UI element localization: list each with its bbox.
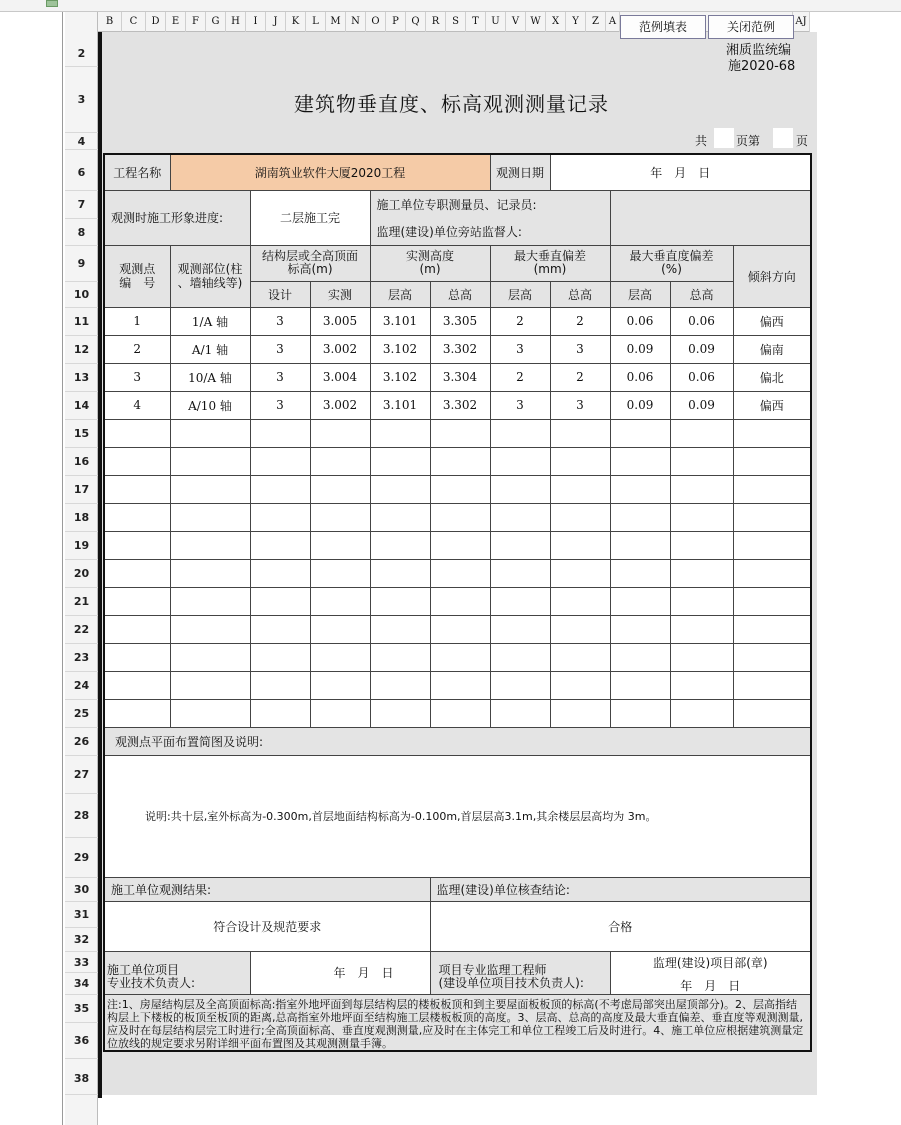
row-number[interactable]: 30 xyxy=(65,878,98,902)
cell-floor-dev[interactable]: 3 xyxy=(490,335,550,363)
row-number[interactable]: 20 xyxy=(65,560,98,588)
form-left-border xyxy=(98,32,102,1098)
cell-actual[interactable]: 3.002 xyxy=(310,391,370,419)
row-number[interactable]: 36 xyxy=(65,1023,98,1059)
empty-cell[interactable] xyxy=(170,699,250,727)
empty-row xyxy=(104,559,811,587)
page-total-label: 共 xyxy=(695,134,708,148)
surveyor-label: 施工单位专职测量员、记录员: xyxy=(370,190,610,218)
empty-cell[interactable] xyxy=(170,503,250,531)
cell-total-height[interactable]: 3.304 xyxy=(430,363,490,391)
empty-cell[interactable] xyxy=(610,503,670,531)
cell-total-dev[interactable]: 3 xyxy=(550,335,610,363)
page-unit-label: 页第 xyxy=(736,134,761,148)
empty-row xyxy=(104,503,811,531)
column-letter[interactable]: I xyxy=(246,12,266,32)
empty-cell[interactable] xyxy=(250,671,310,699)
row-number[interactable]: 15 xyxy=(65,420,98,448)
contractor-sign-date[interactable]: 年 月 日 xyxy=(250,951,430,994)
empty-cell[interactable] xyxy=(310,447,370,475)
row-number[interactable]: 12 xyxy=(65,336,98,364)
row-number[interactable]: 29 xyxy=(65,838,98,878)
cell-direction[interactable]: 偏南 xyxy=(733,335,811,363)
empty-cell[interactable] xyxy=(370,643,430,671)
cell-total-height[interactable]: 3.305 xyxy=(430,307,490,335)
cell-direction[interactable]: 偏西 xyxy=(733,391,811,419)
empty-cell[interactable] xyxy=(170,447,250,475)
cell-point-no[interactable]: 3 xyxy=(104,363,170,391)
row-number[interactable]: 26 xyxy=(65,728,98,756)
column-letter[interactable]: S xyxy=(446,12,466,32)
empty-cell[interactable] xyxy=(490,587,550,615)
close-example-button[interactable]: 关闭范例 xyxy=(708,15,794,39)
empty-cell[interactable] xyxy=(170,419,250,447)
empty-cell[interactable] xyxy=(733,587,811,615)
empty-cell[interactable] xyxy=(104,531,170,559)
left-gutter xyxy=(0,12,62,1125)
empty-cell[interactable] xyxy=(670,531,733,559)
empty-cell[interactable] xyxy=(170,531,250,559)
cell-actual[interactable]: 3.004 xyxy=(310,363,370,391)
column-letter[interactable]: Q xyxy=(406,12,426,32)
row-number[interactable]: 9 xyxy=(65,246,98,282)
observe-date-label: 观测日期 xyxy=(490,154,550,190)
column-letter[interactable]: P xyxy=(386,12,406,32)
cell-position[interactable]: A/10 轴 xyxy=(170,391,250,419)
empty-cell[interactable] xyxy=(670,447,733,475)
cell-total-dev[interactable]: 2 xyxy=(550,363,610,391)
row-number[interactable]: 4 xyxy=(65,133,98,150)
sub-total-pct: 总高 xyxy=(670,281,733,307)
cell-position[interactable]: A/1 轴 xyxy=(170,335,250,363)
table-row xyxy=(104,391,811,419)
cell-floor-pct[interactable]: 0.09 xyxy=(610,391,670,419)
project-name-value[interactable]: 湖南筑业软件大厦2020工程 xyxy=(170,154,490,190)
row-number[interactable]: 10 xyxy=(65,282,98,308)
empty-cell[interactable] xyxy=(104,643,170,671)
empty-cell[interactable] xyxy=(490,671,550,699)
sub-floor-dev: 层高 xyxy=(490,281,550,307)
row-number[interactable]: 25 xyxy=(65,700,98,728)
cell-total-dev[interactable]: 3 xyxy=(550,391,610,419)
empty-cell[interactable] xyxy=(490,447,550,475)
row-number[interactable]: 33 xyxy=(65,952,98,973)
layout-note[interactable]: 说明:共十层,室外标高为-0.300m,首层地面结构标高为-0.100m,首层层高3.1m,其余楼层层高均为 3m。 xyxy=(104,755,811,877)
title-bar xyxy=(0,0,901,12)
column-letter[interactable]: B xyxy=(98,12,122,32)
empty-cell[interactable] xyxy=(490,615,550,643)
empty-cell[interactable] xyxy=(370,475,430,503)
row-number[interactable]: 16 xyxy=(65,448,98,476)
cell-total-height[interactable]: 3.302 xyxy=(430,335,490,363)
empty-cell[interactable] xyxy=(170,587,250,615)
column-letter[interactable]: W xyxy=(526,12,546,32)
empty-row xyxy=(104,587,811,615)
empty-cell[interactable] xyxy=(670,671,733,699)
table-row xyxy=(104,307,811,335)
column-letter[interactable]: K xyxy=(286,12,306,32)
empty-cell[interactable] xyxy=(170,643,250,671)
column-letter[interactable]: A xyxy=(606,12,620,32)
empty-cell[interactable] xyxy=(733,643,811,671)
empty-cell[interactable] xyxy=(670,643,733,671)
col-tilt-direction: 倾斜方向 xyxy=(733,245,811,307)
cell-floor-height[interactable]: 3.101 xyxy=(370,391,430,419)
column-letter[interactable]: D xyxy=(146,12,166,32)
empty-cell[interactable] xyxy=(610,671,670,699)
column-letter[interactable]: T xyxy=(466,12,486,32)
empty-cell[interactable] xyxy=(170,671,250,699)
cell-position[interactable]: 10/A 轴 xyxy=(170,363,250,391)
empty-cell[interactable] xyxy=(610,419,670,447)
empty-row xyxy=(104,447,811,475)
row-number[interactable]: 18 xyxy=(65,504,98,532)
empty-cell[interactable] xyxy=(430,503,490,531)
empty-cell[interactable] xyxy=(670,699,733,727)
empty-cell[interactable] xyxy=(733,531,811,559)
empty-cell[interactable] xyxy=(430,475,490,503)
empty-cell[interactable] xyxy=(310,559,370,587)
cell-design[interactable]: 3 xyxy=(250,335,310,363)
empty-cell[interactable] xyxy=(430,531,490,559)
empty-cell[interactable] xyxy=(610,559,670,587)
cell-actual[interactable]: 3.005 xyxy=(310,307,370,335)
empty-cell[interactable] xyxy=(370,615,430,643)
cell-floor-pct[interactable]: 0.06 xyxy=(610,307,670,335)
col-actual-height: 实测高度 (m) xyxy=(370,245,490,281)
empty-cell[interactable] xyxy=(250,587,310,615)
row-number[interactable]: 3 xyxy=(65,67,98,133)
column-letter[interactable]: L xyxy=(306,12,326,32)
empty-cell[interactable] xyxy=(370,419,430,447)
cell-total-pct[interactable]: 0.09 xyxy=(670,391,733,419)
empty-cell[interactable] xyxy=(250,643,310,671)
empty-cell[interactable] xyxy=(250,531,310,559)
empty-cell[interactable] xyxy=(104,615,170,643)
column-letter[interactable]: Y xyxy=(566,12,586,32)
empty-cell[interactable] xyxy=(550,587,610,615)
fill-example-button[interactable]: 范例填表 xyxy=(620,15,706,39)
project-name-label: 工程名称 xyxy=(104,154,170,190)
supervision-result-label: 监理(建设)单位核查结论: xyxy=(430,877,811,901)
empty-cell[interactable] xyxy=(670,615,733,643)
empty-row xyxy=(104,615,811,643)
empty-row xyxy=(104,531,811,559)
empty-cell[interactable] xyxy=(370,531,430,559)
empty-cell[interactable] xyxy=(370,559,430,587)
empty-cell[interactable] xyxy=(104,587,170,615)
empty-cell[interactable] xyxy=(370,671,430,699)
empty-cell[interactable] xyxy=(104,475,170,503)
empty-cell[interactable] xyxy=(250,475,310,503)
contractor-result-label: 施工单位观测结果: xyxy=(104,877,430,901)
cell-floor-dev[interactable]: 2 xyxy=(490,363,550,391)
empty-cell[interactable] xyxy=(550,531,610,559)
form-number: 施2020-68 xyxy=(728,59,796,74)
empty-cell[interactable] xyxy=(610,699,670,727)
empty-cell[interactable] xyxy=(430,671,490,699)
empty-cell[interactable] xyxy=(490,531,550,559)
col-position: 观测部位(柱 、墙轴线等) xyxy=(170,245,250,307)
layout-header-row xyxy=(104,727,811,755)
empty-cell[interactable] xyxy=(170,615,250,643)
row-number[interactable]: 11 xyxy=(65,308,98,336)
row-number[interactable]: 32 xyxy=(65,928,98,952)
row-number[interactable]: 31 xyxy=(65,902,98,928)
layout-body-row xyxy=(104,755,811,877)
row-number[interactable]: 6 xyxy=(65,155,98,191)
empty-cell[interactable] xyxy=(550,615,610,643)
empty-cell[interactable] xyxy=(170,475,250,503)
empty-cell[interactable] xyxy=(310,475,370,503)
empty-cell[interactable] xyxy=(490,419,550,447)
cell-direction[interactable]: 偏西 xyxy=(733,307,811,335)
empty-cell[interactable] xyxy=(733,447,811,475)
column-letter[interactable]: V xyxy=(506,12,526,32)
empty-cell[interactable] xyxy=(490,475,550,503)
empty-cell[interactable] xyxy=(550,447,610,475)
empty-cell[interactable] xyxy=(610,615,670,643)
empty-cell[interactable] xyxy=(310,643,370,671)
empty-cell[interactable] xyxy=(250,447,310,475)
sub-floor-pct: 层高 xyxy=(610,281,670,307)
cell-floor-height[interactable]: 3.102 xyxy=(370,335,430,363)
progress-label: 观测时施工形象进度: xyxy=(104,190,250,245)
cell-total-pct[interactable]: 0.09 xyxy=(670,335,733,363)
cell-total-pct[interactable]: 0.06 xyxy=(670,363,733,391)
sub-design: 设计 xyxy=(250,281,310,307)
cell-direction[interactable]: 偏北 xyxy=(733,363,811,391)
empty-cell[interactable] xyxy=(250,559,310,587)
empty-cell[interactable] xyxy=(104,699,170,727)
column-letter[interactable]: R xyxy=(426,12,446,32)
empty-cell[interactable] xyxy=(430,699,490,727)
cell-design[interactable]: 3 xyxy=(250,363,310,391)
empty-cell[interactable] xyxy=(550,699,610,727)
empty-cell[interactable] xyxy=(370,503,430,531)
empty-cell[interactable] xyxy=(250,419,310,447)
empty-cell[interactable] xyxy=(733,699,811,727)
empty-cell[interactable] xyxy=(310,587,370,615)
empty-cell[interactable] xyxy=(430,559,490,587)
progress-value[interactable]: 二层施工完 xyxy=(250,190,370,245)
page-total-field[interactable] xyxy=(714,128,734,148)
supervision-result[interactable]: 合格 xyxy=(430,901,811,951)
empty-cell[interactable] xyxy=(430,587,490,615)
layout-label: 观测点平面布置简图及说明: xyxy=(104,727,811,755)
row-number[interactable]: 19 xyxy=(65,532,98,560)
empty-cell[interactable] xyxy=(250,503,310,531)
empty-cell[interactable] xyxy=(550,559,610,587)
empty-cell[interactable] xyxy=(310,699,370,727)
page-title: 建筑物垂直度、标高观测测量记录 xyxy=(294,92,609,116)
empty-cell[interactable] xyxy=(104,447,170,475)
empty-cell[interactable] xyxy=(310,615,370,643)
supervision-sign-cell[interactable] xyxy=(610,951,811,994)
row-number[interactable]: 22 xyxy=(65,616,98,644)
column-letter[interactable]: M xyxy=(326,12,346,32)
row-number[interactable]: 23 xyxy=(65,644,98,672)
empty-cell[interactable] xyxy=(670,559,733,587)
column-letter[interactable]: AJ xyxy=(792,12,810,32)
empty-cell[interactable] xyxy=(490,559,550,587)
form-code: 湘质监统编 xyxy=(726,43,792,58)
cell-design[interactable]: 3 xyxy=(250,391,310,419)
cell-floor-dev[interactable]: 3 xyxy=(490,391,550,419)
column-letter[interactable]: J xyxy=(266,12,286,32)
empty-cell[interactable] xyxy=(430,419,490,447)
supervision-dept-stamp: 监理(建设)项目部(章) xyxy=(652,955,768,970)
contractor-result[interactable]: 符合设计及规范要求 xyxy=(104,901,430,951)
cell-position[interactable]: 1/A 轴 xyxy=(170,307,250,335)
cell-floor-pct[interactable]: 0.06 xyxy=(610,363,670,391)
empty-row xyxy=(104,671,811,699)
cell-total-height[interactable]: 3.302 xyxy=(430,391,490,419)
cell-floor-dev[interactable]: 2 xyxy=(490,307,550,335)
empty-cell[interactable] xyxy=(104,671,170,699)
empty-cell[interactable] xyxy=(610,643,670,671)
empty-cell[interactable] xyxy=(370,587,430,615)
empty-cell[interactable] xyxy=(670,587,733,615)
empty-cell[interactable] xyxy=(370,699,430,727)
row-number[interactable]: 35 xyxy=(65,995,98,1023)
empty-cell[interactable] xyxy=(610,475,670,503)
cell-point-no[interactable]: 1 xyxy=(104,307,170,335)
row-number[interactable]: 14 xyxy=(65,392,98,420)
row-number[interactable]: 21 xyxy=(65,588,98,616)
empty-cell[interactable] xyxy=(104,419,170,447)
column-letter[interactable]: O xyxy=(366,12,386,32)
cell-floor-pct[interactable]: 0.09 xyxy=(610,335,670,363)
empty-cell[interactable] xyxy=(430,615,490,643)
empty-cell[interactable] xyxy=(550,503,610,531)
page-number-field[interactable] xyxy=(773,128,793,148)
row-number[interactable]: 27 xyxy=(65,756,98,794)
row-number[interactable]: 28 xyxy=(65,794,98,838)
empty-cell[interactable] xyxy=(430,447,490,475)
row-number[interactable]: 17 xyxy=(65,476,98,504)
column-letter[interactable]: N xyxy=(346,12,366,32)
col-max-deviation-pct: 最大垂直度偏差 (%) xyxy=(610,245,733,281)
empty-cell[interactable] xyxy=(310,419,370,447)
empty-cell[interactable] xyxy=(550,419,610,447)
empty-cell[interactable] xyxy=(733,559,811,587)
footnote: 注:1、房屋结构层及全高顶面标高:指室外地坪面到每层结构层的楼板板顶和到主要屋面板板顶的标高(不考虑局部突出屋顶部分)。2、层高指结构层上下楼板的板顶至板顶的距离,总高指室外地坪面至结构施工层楼板板顶的高度。3、层高、总高的高度及最大垂直偏差、垂直度等观测测量,应及时在每层结构层完工时进行;全高顶面标高、垂直度观测测量,应及时在主体完工和单位工程竣工后及时进行。4、施工单位应根据建筑测量定位放线的规定要求另附详细平面布置图及其观测测量手簿。 xyxy=(104,994,811,1051)
empty-row xyxy=(104,419,811,447)
empty-cell[interactable] xyxy=(550,643,610,671)
surveyor-value[interactable] xyxy=(610,190,811,245)
column-letter[interactable]: Z xyxy=(586,12,606,32)
empty-cell[interactable] xyxy=(733,475,811,503)
empty-cell[interactable] xyxy=(670,419,733,447)
row-number[interactable]: 24 xyxy=(65,672,98,700)
observe-date-value[interactable]: 年 月 日 xyxy=(550,154,811,190)
sub-actual: 实测 xyxy=(310,281,370,307)
col-max-deviation-mm: 最大垂直偏差 (mm) xyxy=(490,245,610,281)
sub-floor-height: 层高 xyxy=(370,281,430,307)
empty-row xyxy=(104,699,811,727)
column-letter[interactable]: E xyxy=(166,12,186,32)
empty-row xyxy=(104,475,811,503)
column-letter[interactable]: U xyxy=(486,12,506,32)
empty-cell[interactable] xyxy=(610,447,670,475)
sheet-icon xyxy=(46,0,58,7)
empty-cell[interactable] xyxy=(104,503,170,531)
cell-floor-height[interactable]: 3.101 xyxy=(370,307,430,335)
column-letter[interactable]: G xyxy=(206,12,226,32)
empty-cell[interactable] xyxy=(310,503,370,531)
column-letter[interactable]: C xyxy=(122,12,146,32)
cell-point-no[interactable]: 2 xyxy=(104,335,170,363)
empty-cell[interactable] xyxy=(733,671,811,699)
cell-point-no[interactable]: 4 xyxy=(104,391,170,419)
sub-total-dev: 总高 xyxy=(550,281,610,307)
empty-cell[interactable] xyxy=(490,503,550,531)
cell-actual[interactable]: 3.002 xyxy=(310,335,370,363)
empty-cell[interactable] xyxy=(310,671,370,699)
row-number[interactable]: 13 xyxy=(65,364,98,392)
supervision-sign-label: 项目专业监理工程师 (建设单位项目技术负责人): xyxy=(430,951,610,994)
column-letter[interactable]: F xyxy=(186,12,206,32)
empty-cell[interactable] xyxy=(104,559,170,587)
empty-cell[interactable] xyxy=(310,531,370,559)
empty-cell[interactable] xyxy=(670,475,733,503)
row-number[interactable]: 38 xyxy=(65,1063,98,1095)
col-design-elevation: 结构层或全高顶面 标高(m) xyxy=(250,245,370,281)
empty-cell[interactable] xyxy=(250,615,310,643)
cell-floor-height[interactable]: 3.102 xyxy=(370,363,430,391)
empty-cell[interactable] xyxy=(733,503,811,531)
cell-design[interactable]: 3 xyxy=(250,307,310,335)
col-point-no: 观测点 编 号 xyxy=(104,245,170,307)
empty-cell[interactable] xyxy=(733,615,811,643)
row-number[interactable]: 7 xyxy=(65,191,98,219)
empty-cell[interactable] xyxy=(430,643,490,671)
empty-cell[interactable] xyxy=(490,643,550,671)
empty-cell[interactable] xyxy=(490,699,550,727)
survey-record-table xyxy=(103,153,812,1052)
column-letter[interactable]: X xyxy=(546,12,566,32)
empty-cell[interactable] xyxy=(370,447,430,475)
empty-cell[interactable] xyxy=(550,671,610,699)
empty-row xyxy=(104,643,811,671)
row-header xyxy=(65,12,98,1125)
empty-cell[interactable] xyxy=(610,531,670,559)
row-number[interactable]: 8 xyxy=(65,219,98,246)
row-number[interactable]: 34 xyxy=(65,973,98,995)
supervision-sign-date: 年 月 日 xyxy=(680,978,741,993)
empty-cell[interactable] xyxy=(550,475,610,503)
empty-cell[interactable] xyxy=(170,559,250,587)
row-number[interactable]: 2 xyxy=(65,41,98,67)
contractor-sign-label: 施工单位项目 专业技术负责人: xyxy=(104,951,250,994)
empty-cell[interactable] xyxy=(250,699,310,727)
table-row xyxy=(104,335,811,363)
empty-cell[interactable] xyxy=(670,503,733,531)
table-row xyxy=(104,363,811,391)
empty-cell[interactable] xyxy=(610,587,670,615)
supervisor-label: 监理(建设)单位旁站监督人: xyxy=(370,218,610,245)
sub-total-height: 总高 xyxy=(430,281,490,307)
column-letter[interactable]: H xyxy=(226,12,246,32)
page-label: 页 xyxy=(796,134,809,148)
cell-total-pct[interactable]: 0.06 xyxy=(670,307,733,335)
cell-total-dev[interactable]: 2 xyxy=(550,307,610,335)
empty-cell[interactable] xyxy=(733,419,811,447)
